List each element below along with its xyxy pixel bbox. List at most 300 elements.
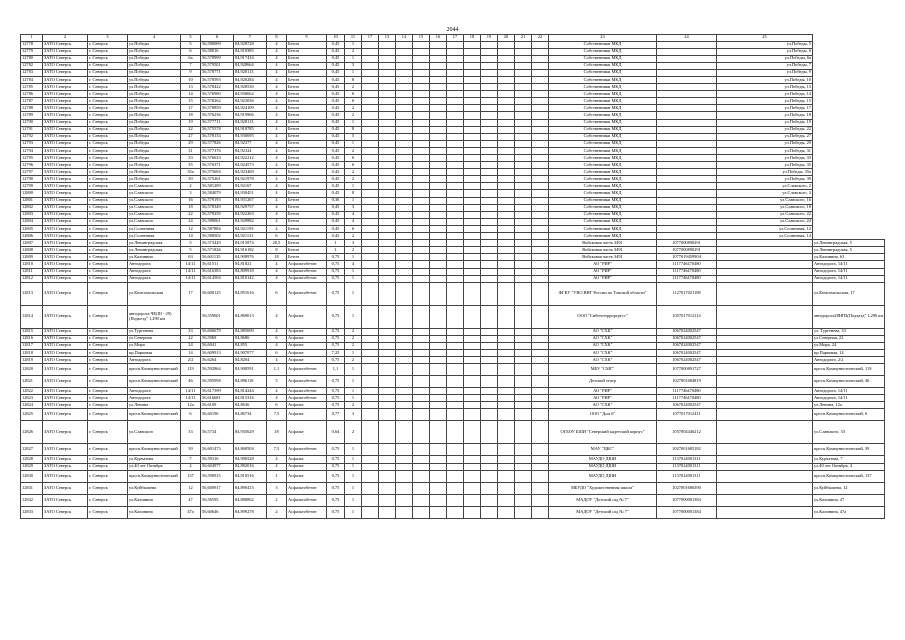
table-cell	[396, 506, 413, 518]
table-cell: ул.Победы	[128, 105, 181, 112]
table-cell	[362, 98, 379, 105]
table-cell: ЗАТО Северск	[43, 190, 88, 197]
table-cell	[532, 98, 549, 105]
table-cell: 56,575261	[201, 176, 234, 183]
table-cell	[413, 275, 430, 282]
table-cell	[413, 349, 430, 356]
table-cell: 56,56595	[201, 494, 234, 506]
table-cell	[413, 147, 430, 154]
table-cell: МБУДО "Художественная школа"	[549, 482, 657, 494]
table-cell: 1027001684819	[657, 376, 717, 388]
table-cell: ул.Солнечная, 12	[717, 225, 813, 232]
table-cell: Автодорога	[128, 275, 181, 282]
table-cell: 12833	[21, 506, 43, 518]
table-cell	[515, 119, 532, 126]
table-cell: АО "СХК"	[549, 328, 657, 335]
table-cell	[515, 41, 532, 48]
table-cell	[532, 218, 549, 225]
table-cell	[396, 41, 413, 48]
table-cell	[447, 456, 464, 463]
table-cell	[481, 62, 498, 69]
table-cell: 9	[181, 69, 201, 76]
table-cell	[481, 470, 498, 482]
column-number: 25	[717, 35, 813, 42]
table-cell: Собственники МКД	[549, 48, 657, 55]
table-cell: Собственники МКД	[549, 211, 657, 218]
table-cell	[396, 247, 413, 254]
table-cell: 84,810142	[234, 275, 267, 282]
table-cell: 56,616681	[201, 395, 234, 402]
table-cell: 1	[345, 254, 362, 261]
table-cell: 2	[345, 112, 362, 119]
table-cell	[430, 183, 447, 190]
table-cell	[413, 48, 430, 55]
table-row	[21, 328, 885, 335]
table-cell: 3	[345, 204, 362, 211]
table-cell	[430, 494, 447, 506]
table-cell: 84,929757	[234, 204, 267, 211]
table-cell	[498, 254, 515, 261]
table-cell: 56,617399	[201, 388, 234, 395]
table-cell	[657, 84, 717, 91]
table-cell	[515, 84, 532, 91]
table-cell: автодорога ЧЕ(III - 29)(Подъезд" 1,290 км	[128, 305, 181, 328]
table-cell: Асфальтобетон	[287, 482, 327, 494]
table-cell: ул.Комсомольская, 17	[813, 282, 885, 305]
table-cell	[447, 376, 464, 388]
table-cell	[413, 482, 430, 494]
table-cell	[447, 162, 464, 169]
table-cell: 84,907077	[234, 349, 267, 356]
table-cell: ЗАТО Северск	[43, 126, 88, 133]
table-cell	[396, 176, 413, 183]
table-cell: 56,577711	[201, 119, 234, 126]
table-cell	[430, 225, 447, 232]
table-cell: ЗАТО Северск	[43, 364, 88, 376]
table-cell: ул.Ленина, 12а	[813, 402, 885, 409]
table-cell: АО "РИР"	[549, 275, 657, 282]
table-cell	[515, 155, 532, 162]
table-cell: 14/11	[181, 261, 201, 268]
table-cell	[717, 456, 813, 463]
table-cell: Автодорога	[128, 395, 181, 402]
table-cell: ул.Калинина, 47	[813, 494, 885, 506]
table-cell: 2	[345, 328, 362, 335]
table-cell: Автодорога, 14/11	[813, 275, 885, 282]
table-cell	[362, 69, 379, 76]
table-row	[21, 456, 885, 463]
table-cell: 22	[181, 335, 201, 342]
table-cell: ЗАТО Северск	[43, 91, 88, 98]
table-cell	[498, 62, 515, 69]
table-cell	[481, 169, 498, 176]
table-cell: ООО "Дом 6"	[549, 409, 657, 421]
table-cell: Бетон	[287, 140, 327, 147]
table-cell: 2	[267, 494, 287, 506]
table-cell	[362, 254, 379, 261]
table-cell	[362, 218, 379, 225]
table-cell: ЗАТО Северск	[43, 305, 88, 328]
table-cell	[515, 190, 532, 197]
table-cell	[379, 335, 396, 342]
table-cell	[447, 305, 464, 328]
table-cell: 84,921978	[234, 176, 267, 183]
table-row	[21, 282, 885, 305]
table-cell: 2	[345, 421, 362, 444]
table-cell: Асфальтобетон	[287, 364, 327, 376]
table-cell: 1117746470480	[657, 275, 717, 282]
table-cell	[413, 240, 430, 247]
table-cell	[430, 409, 447, 421]
table-cell: Бетон	[287, 190, 327, 197]
table-cell: 1	[345, 349, 362, 356]
table-cell: г. Северск	[88, 444, 128, 456]
table-cell: 0,75	[327, 305, 345, 328]
table-cell: ул.Калинина, 47а	[813, 506, 885, 518]
table-cell: ул.Ленинградская, 5	[813, 240, 885, 247]
table-cell	[430, 105, 447, 112]
table-cell: 14/11	[181, 388, 201, 395]
table-cell	[430, 463, 447, 470]
table-cell: 0,75	[327, 395, 345, 402]
table-cell	[498, 357, 515, 364]
table-cell: 84,930451	[234, 190, 267, 197]
table-cell: г. Северск	[88, 409, 128, 421]
table-cell: 12824	[21, 402, 43, 409]
table-cell: Собственники МКД	[549, 162, 657, 169]
table-cell: 12785	[21, 84, 43, 91]
table-cell	[532, 162, 549, 169]
table-cell	[481, 147, 498, 154]
table-cell	[379, 247, 396, 254]
table-cell: 84,920284	[234, 76, 267, 83]
table-cell: Асфальтобетон	[287, 494, 327, 506]
table-row	[21, 197, 885, 204]
table-cell	[396, 357, 413, 364]
table-cell: г. Северск	[88, 69, 128, 76]
table-cell	[464, 126, 481, 133]
table-cell: ул.Комсомольская	[128, 282, 181, 305]
table-cell: 56,592864	[201, 364, 234, 376]
table-cell: ЗАТО Северск	[43, 463, 88, 470]
table-cell: 0,45	[327, 119, 345, 126]
table-cell: 35а	[181, 169, 201, 176]
table-cell	[657, 55, 717, 62]
table-cell: 0,75	[327, 376, 345, 388]
table-cell: 56,578771	[201, 69, 234, 76]
table-cell	[532, 268, 549, 275]
table-cell: Асфальтобетон	[287, 268, 327, 275]
table-cell	[498, 388, 515, 395]
table-cell: 56,5969	[201, 335, 234, 342]
table-cell: МАДОУ "Детский сад № 7"	[549, 506, 657, 518]
table-cell: 4	[267, 155, 287, 162]
table-cell: 84,888802	[234, 494, 267, 506]
table-cell: ул.Ленинградская	[128, 240, 181, 247]
table-cell: Собственники МКД	[549, 233, 657, 240]
table-cell	[498, 225, 515, 232]
table-cell	[396, 183, 413, 190]
table-cell: АО "РИР"	[549, 261, 657, 268]
table-cell	[413, 268, 430, 275]
table-cell: ул.Славского	[128, 183, 181, 190]
table-cell	[379, 254, 396, 261]
table-cell: ул.Победы, 6а	[717, 55, 813, 62]
table-cell	[657, 147, 717, 154]
table-cell: 5	[345, 133, 362, 140]
table-cell	[498, 268, 515, 275]
table-cell	[481, 69, 498, 76]
table-cell: ул.Победы, 13	[717, 84, 813, 91]
table-cell	[396, 328, 413, 335]
table-cell: 15	[181, 98, 201, 105]
table-cell: 12794	[21, 147, 43, 154]
table-cell: Асфальт	[287, 456, 327, 463]
table-cell: 12	[181, 482, 201, 494]
table-cell	[362, 376, 379, 388]
table-cell: просп.Коммунистический, 137	[813, 470, 885, 482]
table-cell	[498, 162, 515, 169]
table-cell	[447, 119, 464, 126]
table-cell: ЗАТО Северск	[43, 268, 88, 275]
table-cell: ул.Победы, 39	[717, 176, 813, 183]
table-cell: 1	[345, 119, 362, 126]
table-cell: 12782	[21, 62, 43, 69]
table-cell	[362, 183, 379, 190]
table-cell	[447, 402, 464, 409]
table-cell: 0,64	[327, 421, 345, 444]
table-cell: 14/11	[181, 275, 201, 282]
table-cell	[657, 225, 717, 232]
table-cell	[362, 395, 379, 402]
table-cell	[447, 133, 464, 140]
table-cell	[413, 76, 430, 83]
table-cell: Асфальтобетон	[287, 444, 327, 456]
table-cell	[481, 409, 498, 421]
table-cell: 56,604977	[201, 463, 234, 470]
table-cell	[430, 233, 447, 240]
table-cell	[717, 342, 813, 349]
table-cell: 84,869013	[234, 305, 267, 328]
table-cell: 84,8204	[234, 357, 267, 364]
table-cell	[362, 328, 379, 335]
table-cell	[362, 342, 379, 349]
table-cell	[515, 305, 532, 328]
table-cell	[362, 233, 379, 240]
table-cell: 12790	[21, 119, 43, 126]
table-cell	[430, 364, 447, 376]
table-cell: 12831	[21, 482, 43, 494]
table-cell: 31	[181, 147, 201, 154]
table-cell	[362, 176, 379, 183]
table-cell: г. Северск	[88, 328, 128, 335]
table-cell	[447, 482, 464, 494]
table-cell: г. Северск	[88, 275, 128, 282]
table-cell	[362, 133, 379, 140]
table-cell: Бетон	[287, 126, 327, 133]
table-cell	[430, 342, 447, 349]
table-cell: 6	[267, 402, 287, 409]
table-cell: 7	[181, 456, 201, 463]
table-cell: 56,59316	[201, 456, 234, 463]
table-row	[21, 204, 885, 211]
table-cell: г. Северск	[88, 41, 128, 48]
table-cell	[413, 218, 430, 225]
table-cell: 6	[345, 98, 362, 105]
table-row	[21, 218, 885, 225]
table-cell: 33	[181, 155, 201, 162]
table-cell: 4	[267, 197, 287, 204]
table-cell: Асфальтобетон	[287, 395, 327, 402]
table-cell: 84,8636	[234, 402, 267, 409]
table-cell: ЗАТО Северск	[43, 105, 88, 112]
table-cell	[413, 463, 430, 470]
table-cell: 84,906528	[234, 456, 267, 463]
table-cell: 56,559601	[201, 305, 234, 328]
table-cell	[396, 84, 413, 91]
table-cell: Войсковая часть 3491	[549, 254, 657, 261]
table-cell: 4	[267, 456, 287, 463]
table-cell	[498, 84, 515, 91]
table-cell: ЗАТО Северск	[43, 470, 88, 482]
table-cell: ул.Славского, 16	[717, 197, 813, 204]
table-cell	[430, 388, 447, 395]
table-cell	[447, 98, 464, 105]
table-cell	[481, 463, 498, 470]
column-number: 13	[379, 35, 396, 42]
table-cell	[379, 91, 396, 98]
table-cell: 12829	[21, 463, 43, 470]
table-cell: ул.Куйбышева, 12	[813, 482, 885, 494]
table-cell	[532, 147, 549, 154]
table-cell	[396, 268, 413, 275]
table-cell: 5	[181, 247, 201, 254]
table-cell: ЗАТО Северск	[43, 342, 88, 349]
table-row	[21, 421, 885, 444]
table-cell	[447, 268, 464, 275]
table-cell	[430, 247, 447, 254]
table-cell: 12793	[21, 140, 43, 147]
table-cell	[532, 190, 549, 197]
table-cell	[515, 254, 532, 261]
table-cell	[430, 126, 447, 133]
table-cell: ЗАТО Северск	[43, 176, 88, 183]
table-row	[21, 388, 885, 395]
table-cell	[447, 444, 464, 456]
table-cell: 12а	[181, 402, 201, 409]
table-cell: 0,36	[327, 197, 345, 204]
table-row	[21, 357, 885, 364]
table-cell: 137	[181, 470, 201, 482]
table-cell: 56,579501	[201, 62, 234, 69]
table-cell	[515, 463, 532, 470]
table-cell	[717, 376, 813, 388]
table-cell: 84,922212	[234, 155, 267, 162]
table-cell: ул.Славского, 22	[717, 211, 813, 218]
table-cell: 7,25	[327, 349, 345, 356]
table-cell	[447, 421, 464, 444]
table-cell: г. Северск	[88, 204, 128, 211]
table-cell: г. Северск	[88, 482, 128, 494]
table-cell: ул.Победы, 33	[717, 155, 813, 162]
table-row	[21, 444, 885, 456]
table-cell	[532, 395, 549, 402]
table-cell	[379, 233, 396, 240]
table-row	[21, 376, 885, 388]
table-cell: 12800	[21, 190, 43, 197]
table-cell: г. Северск	[88, 470, 128, 482]
table-cell	[532, 155, 549, 162]
table-cell: 1077019459904	[657, 254, 717, 261]
table-cell	[447, 282, 464, 305]
table-cell: 2	[345, 402, 362, 409]
table-cell: 17	[181, 282, 201, 305]
table-cell	[379, 69, 396, 76]
table-cell: 0,45	[327, 133, 345, 140]
table-cell	[396, 62, 413, 69]
table-cell: 1067024002547	[657, 349, 717, 356]
table-cell	[464, 349, 481, 356]
table-cell	[447, 183, 464, 190]
table-cell: г. Северск	[88, 190, 128, 197]
table-cell	[498, 176, 515, 183]
table-cell: 6	[345, 162, 362, 169]
table-cell: Бетон	[287, 48, 327, 55]
table-cell: Собственники МКД	[549, 225, 657, 232]
table-cell	[515, 176, 532, 183]
column-number: 4	[128, 35, 181, 42]
table-cell	[396, 470, 413, 482]
table-cell	[379, 328, 396, 335]
table-cell	[515, 162, 532, 169]
table-cell: г. Северск	[88, 247, 128, 254]
table-row	[21, 506, 885, 518]
table-cell: 56,5734	[201, 421, 234, 444]
table-cell: 84,809918	[234, 268, 267, 275]
table-cell: ул.Славского, 2	[717, 183, 813, 190]
table-cell	[532, 261, 549, 268]
table-cell	[413, 190, 430, 197]
table-cell	[515, 48, 532, 55]
table-cell	[717, 254, 813, 261]
table-cell: 4	[267, 204, 287, 211]
table-cell	[515, 470, 532, 482]
table-cell	[464, 190, 481, 197]
table-cell: 12807	[21, 240, 43, 247]
table-cell	[498, 342, 515, 349]
table-row	[21, 190, 885, 197]
table-cell: 56,584079	[201, 190, 234, 197]
table-cell: 12783	[21, 69, 43, 76]
table-cell: Асфальт	[287, 357, 327, 364]
table-cell	[430, 197, 447, 204]
table-cell: 24	[181, 342, 201, 349]
table-cell: 56,588502	[201, 233, 234, 240]
table-row	[21, 268, 885, 275]
table-row	[21, 395, 885, 402]
table-cell	[447, 247, 464, 254]
table-cell	[532, 388, 549, 395]
table-cell	[379, 275, 396, 282]
table-cell: 4	[267, 225, 287, 232]
table-row	[21, 275, 885, 282]
table-row	[21, 98, 885, 105]
table-cell: 2	[345, 233, 362, 240]
table-cell: 12778	[21, 41, 43, 48]
table-cell: Собственники МКД	[549, 155, 657, 162]
table-cell: г. Северск	[88, 388, 128, 395]
table-cell: Бетон	[287, 119, 327, 126]
